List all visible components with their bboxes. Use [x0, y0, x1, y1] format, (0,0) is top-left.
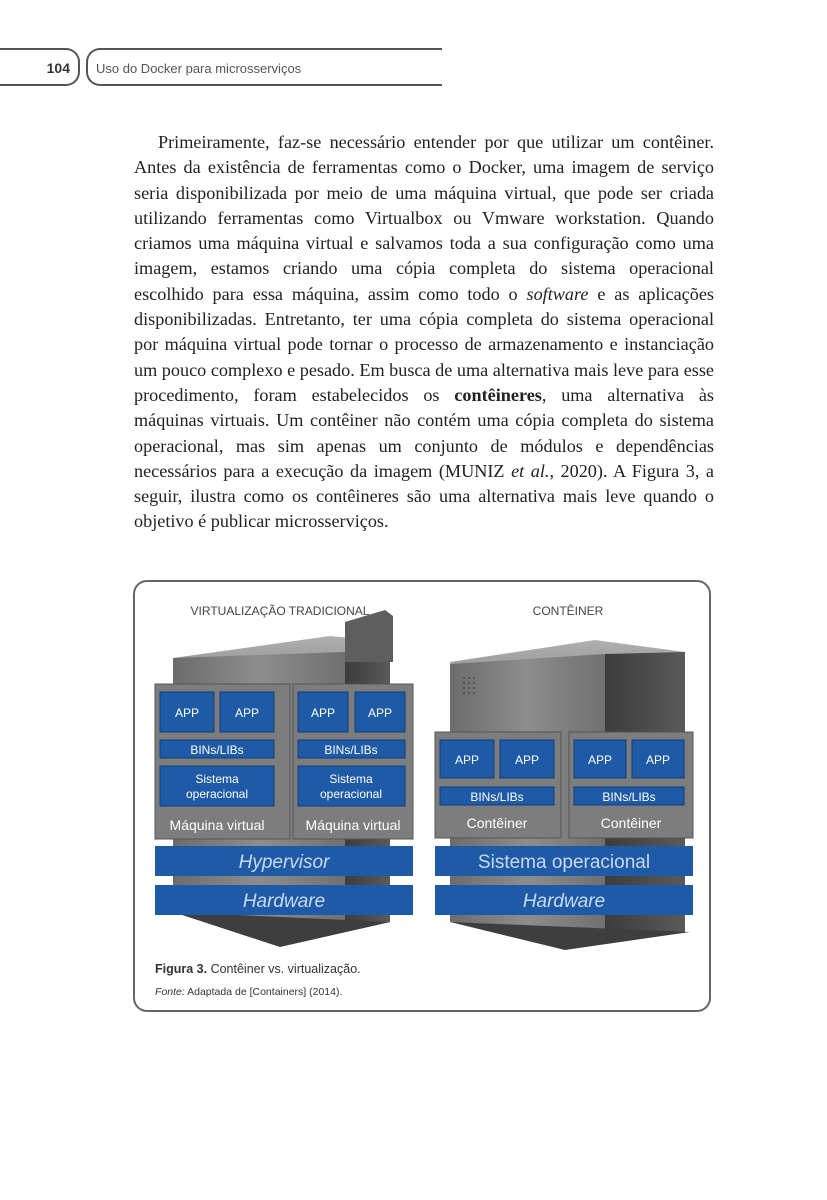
vm-label: Máquina virtual: [169, 817, 265, 833]
container-label: Contêiner: [466, 815, 528, 831]
container-label: Contêiner: [600, 815, 662, 831]
figure-frame: [133, 580, 711, 1012]
caption-label: Figura 3.: [155, 962, 208, 976]
hypervisor-layer: [155, 846, 413, 876]
left-title: VIRTUALIZAÇÃO TRADICIONAL: [190, 604, 370, 618]
italic-citation: et al.: [511, 460, 550, 481]
page-number: 104: [46, 60, 70, 76]
page-number-box: [0, 48, 80, 86]
os-label-line1: Sistema: [329, 772, 373, 786]
os-label-line2: operacional: [319, 787, 383, 801]
app-label: APP: [310, 706, 336, 720]
running-title-box: [86, 48, 442, 86]
app-label: APP: [454, 753, 480, 767]
virtual-machine-1: [155, 684, 290, 839]
host-os-label: Sistema operacional: [477, 852, 651, 873]
caption-text: Contêiner vs. virtualização.: [207, 962, 361, 976]
container-2: [569, 732, 693, 838]
figure-source: [155, 986, 342, 998]
page-header: [0, 48, 460, 88]
app-label: APP: [367, 706, 393, 720]
text-run: , uma alternativa às máquinas virtuais. Um contêiner não contém uma cópia completa do sistema operacional, mas sim apenas um conjunto de módulos e dependências necessários para a execução da imagem (MUNIZ: [134, 384, 714, 481]
hypervisor-label: Hypervisor: [238, 852, 330, 873]
app-label: APP: [174, 706, 200, 720]
vm-label: Máquina virtual: [305, 817, 401, 833]
paragraph: [134, 130, 714, 535]
running-title: Uso do Docker para microsserviços: [96, 61, 302, 76]
italic-term: software: [526, 283, 589, 304]
hardware-label: Hardware: [242, 891, 326, 912]
app-label: APP: [514, 753, 540, 767]
bins-libs-label: BINs/LIBs: [470, 790, 524, 804]
app-label: APP: [234, 706, 260, 720]
right-title: CONTÊINER: [532, 604, 604, 618]
bold-term: contêineres: [454, 384, 542, 405]
virtual-machine-2: [293, 684, 413, 839]
hardware-label: Hardware: [522, 891, 606, 912]
container-1: [435, 732, 561, 838]
source-text: Adaptada de [Containers] (2014).: [184, 986, 343, 998]
os-label-line1: Sistema: [195, 772, 239, 786]
figure-caption: [155, 962, 361, 976]
source-label: Fonte:: [155, 986, 185, 998]
app-label: APP: [587, 753, 613, 767]
bins-libs-label: BINs/LIBs: [190, 743, 244, 757]
text-run: , 2020). A Figura 3, a seguir, ilustra como os contêineres são uma alternativa mais leve quando o objetivo é publicar microsserviços.: [134, 460, 715, 532]
os-label-line2: operacional: [185, 787, 249, 801]
left-hardware-layer: [155, 885, 413, 915]
body-paragraph: [134, 130, 714, 535]
bins-libs-label: BINs/LIBs: [324, 743, 378, 757]
bins-libs-label: BINs/LIBs: [602, 790, 656, 804]
app-label: APP: [645, 753, 671, 767]
text-run: e as aplicações disponibilizadas. Entretanto, ter uma cópia completa do sistema operacional por máquina virtual pode tornar o processo de armazenamento e instanciação um pouco complexo e pesado. Em busca de uma alternativa mais leve para esse procedimento, foram estabelecidos os: [134, 283, 714, 405]
container-vs-vm-diagram: [135, 582, 713, 952]
host-os-layer: [435, 846, 693, 876]
right-hardware-layer: [435, 885, 693, 915]
text-run: Primeiramente, faz-se necessário entender por que utilizar um contêiner. Antes da existência de ferramentas como o Docker, uma imagem de serviço seria disponibilizada por meio de uma máquina virtual, que pode ser criada utilizando ferramentas como Virtualbox ou Vmware workstation. Quando criamos uma máquina virtual e salvamos toda a sua configuração como uma imagem, estamos criando uma cópia completa do sistema operacional escolhido para essa máquina, assim como todo o: [134, 132, 714, 304]
